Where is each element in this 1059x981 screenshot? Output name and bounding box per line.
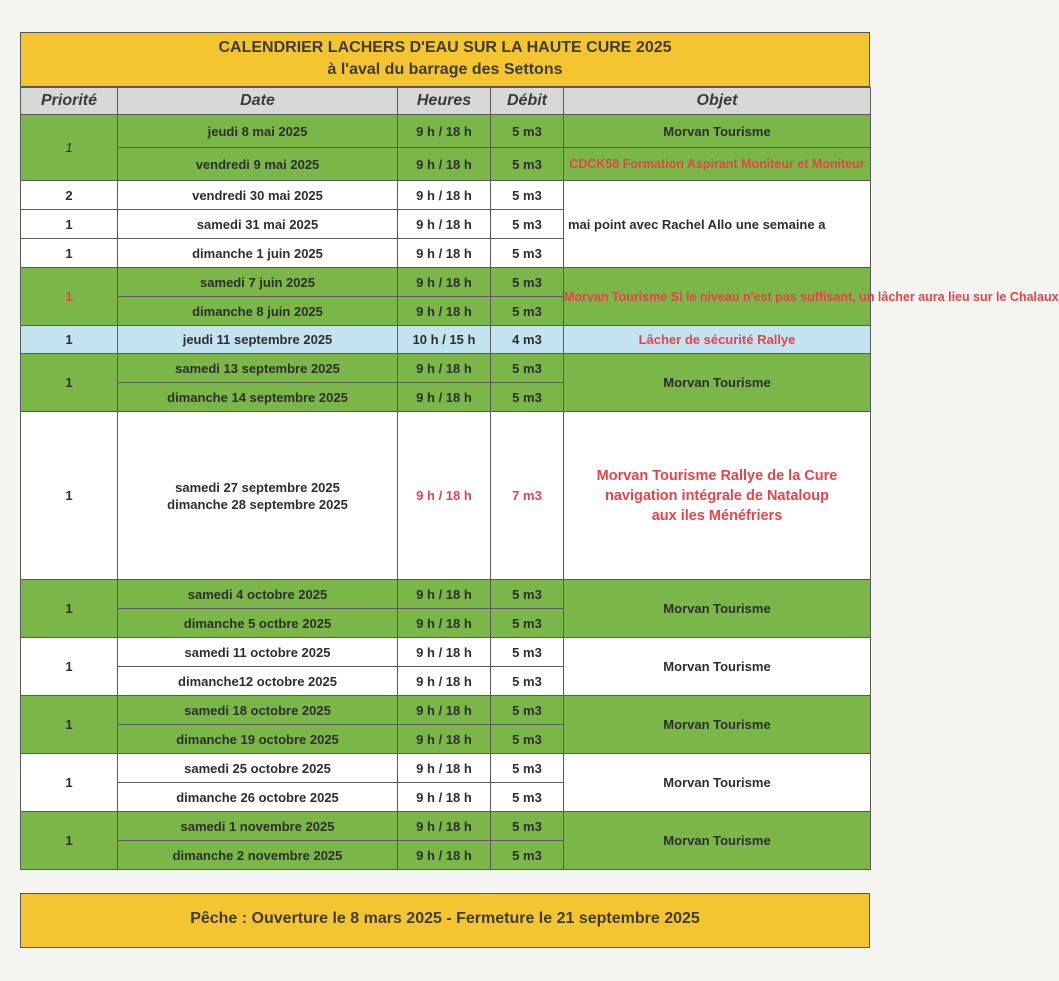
cell-objet: Morvan Tourisme <box>564 696 871 754</box>
cell-heures: 9 h / 18 h <box>398 812 491 841</box>
cell-debit: 5 m3 <box>491 783 564 812</box>
cell-debit: 5 m3 <box>491 268 564 297</box>
cell-priorite: 2 <box>21 181 118 210</box>
cell-heures: 9 h / 18 h <box>398 148 491 181</box>
cell-priorite: 1 <box>21 326 118 354</box>
cell-heures: 9 h / 18 h <box>398 210 491 239</box>
cell-date: dimanche12 octobre 2025 <box>118 667 398 696</box>
cell-heures: 9 h / 18 h <box>398 841 491 870</box>
cell-date: samedi 25 octobre 2025 <box>118 754 398 783</box>
cell-priorite: 1 <box>21 239 118 268</box>
cell-heures: 9 h / 18 h <box>398 239 491 268</box>
table-row <box>21 115 871 148</box>
col-header-debit: Débit <box>491 88 564 115</box>
cell-priorite: 1 <box>21 638 118 696</box>
cell-debit: 5 m3 <box>491 383 564 412</box>
cell-debit: 5 m3 <box>491 297 564 326</box>
cell-debit: 5 m3 <box>491 725 564 754</box>
cell-heures: 9 h / 18 h <box>398 725 491 754</box>
table-row <box>21 181 871 210</box>
table-row <box>21 412 871 580</box>
cell-priorite: 1 <box>21 210 118 239</box>
cell-heures: 9 h / 18 h <box>398 115 491 148</box>
cell-debit: 5 m3 <box>491 210 564 239</box>
table-row <box>21 354 871 383</box>
cell-debit: 5 m3 <box>491 696 564 725</box>
cell-heures: 9 h / 18 h <box>398 667 491 696</box>
objet-line-1: Morvan Tourisme Rallye de la Cure <box>596 467 838 484</box>
cell-date: vendredi 30 mai 2025 <box>118 181 398 210</box>
table-row <box>21 754 871 783</box>
cell-date: samedi 4 octobre 2025 <box>118 580 398 609</box>
cell-objet: Morvan Tourisme <box>564 580 871 638</box>
cell-objet: Morvan Tourisme <box>564 812 871 870</box>
cell-debit: 5 m3 <box>491 667 564 696</box>
cell-date: samedi 13 septembre 2025 <box>118 354 398 383</box>
cell-debit: 5 m3 <box>491 754 564 783</box>
cell-objet: Morvan Tourisme <box>564 354 871 412</box>
cell-objet: Lâcher de sécurité Rallye <box>564 326 871 354</box>
cell-date: vendredi 9 mai 2025 <box>118 148 398 181</box>
cell-priorite: 1 <box>21 354 118 412</box>
cell-debit: 5 m3 <box>491 580 564 609</box>
cell-heures: 9 h / 18 h <box>398 383 491 412</box>
cell-debit: 5 m3 <box>491 181 564 210</box>
table-row <box>21 580 871 609</box>
cell-priorite: 1 <box>21 754 118 812</box>
cell-priorite: 1 <box>21 268 118 326</box>
cell-heures: 9 h / 18 h <box>398 783 491 812</box>
cell-heures: 9 h / 18 h <box>398 696 491 725</box>
cell-debit: 7 m3 <box>491 412 564 580</box>
cell-date: dimanche 1 juin 2025 <box>118 239 398 268</box>
cell-heures: 9 h / 18 h <box>398 297 491 326</box>
cell-heures: 9 h / 18 h <box>398 754 491 783</box>
col-header-date: Date <box>118 88 398 115</box>
header-row <box>21 88 871 115</box>
table-row <box>21 326 871 354</box>
cell-date: samedi 1 novembre 2025 <box>118 812 398 841</box>
date-line-2: dimanche 28 septembre 2025 <box>167 496 348 512</box>
objet-line-3: aux iles Ménéfriers <box>651 507 783 524</box>
cell-heures: 9 h / 18 h <box>398 181 491 210</box>
cell-objet: Morvan Tourisme Si le niveau n'est pas suffisant, un lâcher aura lieu sur le Chalaux <box>564 268 871 326</box>
cell-priorite: 1 <box>21 696 118 754</box>
calendar-document <box>20 32 1059 870</box>
cell-priorite: 1 <box>21 115 118 181</box>
cell-date: dimanche 8 juin 2025 <box>118 297 398 326</box>
cell-date: dimanche 14 septembre 2025 <box>118 383 398 412</box>
date-line-1: samedi 27 septembre 2025 <box>175 479 340 495</box>
cell-date: samedi 11 octobre 2025 <box>118 638 398 667</box>
cell-objet <box>564 412 871 580</box>
title-line-2: à l'aval du barrage des Settons <box>327 61 563 78</box>
release-calendar-table <box>20 87 1059 870</box>
title-line-1: CALENDRIER LACHERS D'EAU SUR LA HAUTE CURE 2025 <box>218 39 672 56</box>
cell-objet: Morvan Tourisme <box>564 115 871 148</box>
cell-objet: mai point avec Rachel Allo une semaine a <box>564 181 871 268</box>
cell-heures: 10 h / 15 h <box>398 326 491 354</box>
cell-date: dimanche 5 octbre 2025 <box>118 609 398 638</box>
cell-date: dimanche 19 octobre 2025 <box>118 725 398 754</box>
cell-objet: CDCK58 Formation Aspirant Moniteur et Moniteur <box>564 148 871 181</box>
cell-debit: 5 m3 <box>491 115 564 148</box>
cell-debit: 5 m3 <box>491 609 564 638</box>
cell-date: dimanche 2 novembre 2025 <box>118 841 398 870</box>
cell-heures: 9 h / 18 h <box>398 580 491 609</box>
cell-date: jeudi 8 mai 2025 <box>118 115 398 148</box>
cell-priorite: 1 <box>21 412 118 580</box>
table-row <box>21 812 871 841</box>
cell-heures: 9 h / 18 h <box>398 638 491 667</box>
cell-date: samedi 18 octobre 2025 <box>118 696 398 725</box>
fishing-season-banner: Pêche : Ouverture le 8 mars 2025 - Fermeture le 21 septembre 2025 <box>20 893 870 948</box>
col-header-objet: Objet <box>564 88 871 115</box>
cell-heures: 9 h / 18 h <box>398 609 491 638</box>
cell-debit: 5 m3 <box>491 148 564 181</box>
objet-line-2: navigation intégrale de Nataloup <box>605 487 829 504</box>
col-header-heures: Heures <box>398 88 491 115</box>
cell-heures: 9 h / 18 h <box>398 354 491 383</box>
table-row <box>21 638 871 667</box>
cell-debit: 5 m3 <box>491 239 564 268</box>
cell-heures: 9 h / 18 h <box>398 412 491 580</box>
cell-objet: Morvan Tourisme <box>564 754 871 812</box>
cell-priorite: 1 <box>21 580 118 638</box>
cell-debit: 4 m3 <box>491 326 564 354</box>
cell-heures: 9 h / 18 h <box>398 268 491 297</box>
cell-objet: Morvan Tourisme <box>564 638 871 696</box>
table-row <box>21 268 871 297</box>
cell-debit: 5 m3 <box>491 638 564 667</box>
col-header-priorite: Priorité <box>21 88 118 115</box>
cell-date: jeudi 11 septembre 2025 <box>118 326 398 354</box>
table-row <box>21 148 871 181</box>
title-banner <box>20 32 870 87</box>
table-row <box>21 696 871 725</box>
cell-date: dimanche 26 octobre 2025 <box>118 783 398 812</box>
cell-debit: 5 m3 <box>491 812 564 841</box>
cell-debit: 5 m3 <box>491 841 564 870</box>
cell-priorite: 1 <box>21 812 118 870</box>
cell-date: samedi 7 juin 2025 <box>118 268 398 297</box>
cell-date: samedi 31 mai 2025 <box>118 210 398 239</box>
cell-date <box>118 412 398 580</box>
cell-debit: 5 m3 <box>491 354 564 383</box>
